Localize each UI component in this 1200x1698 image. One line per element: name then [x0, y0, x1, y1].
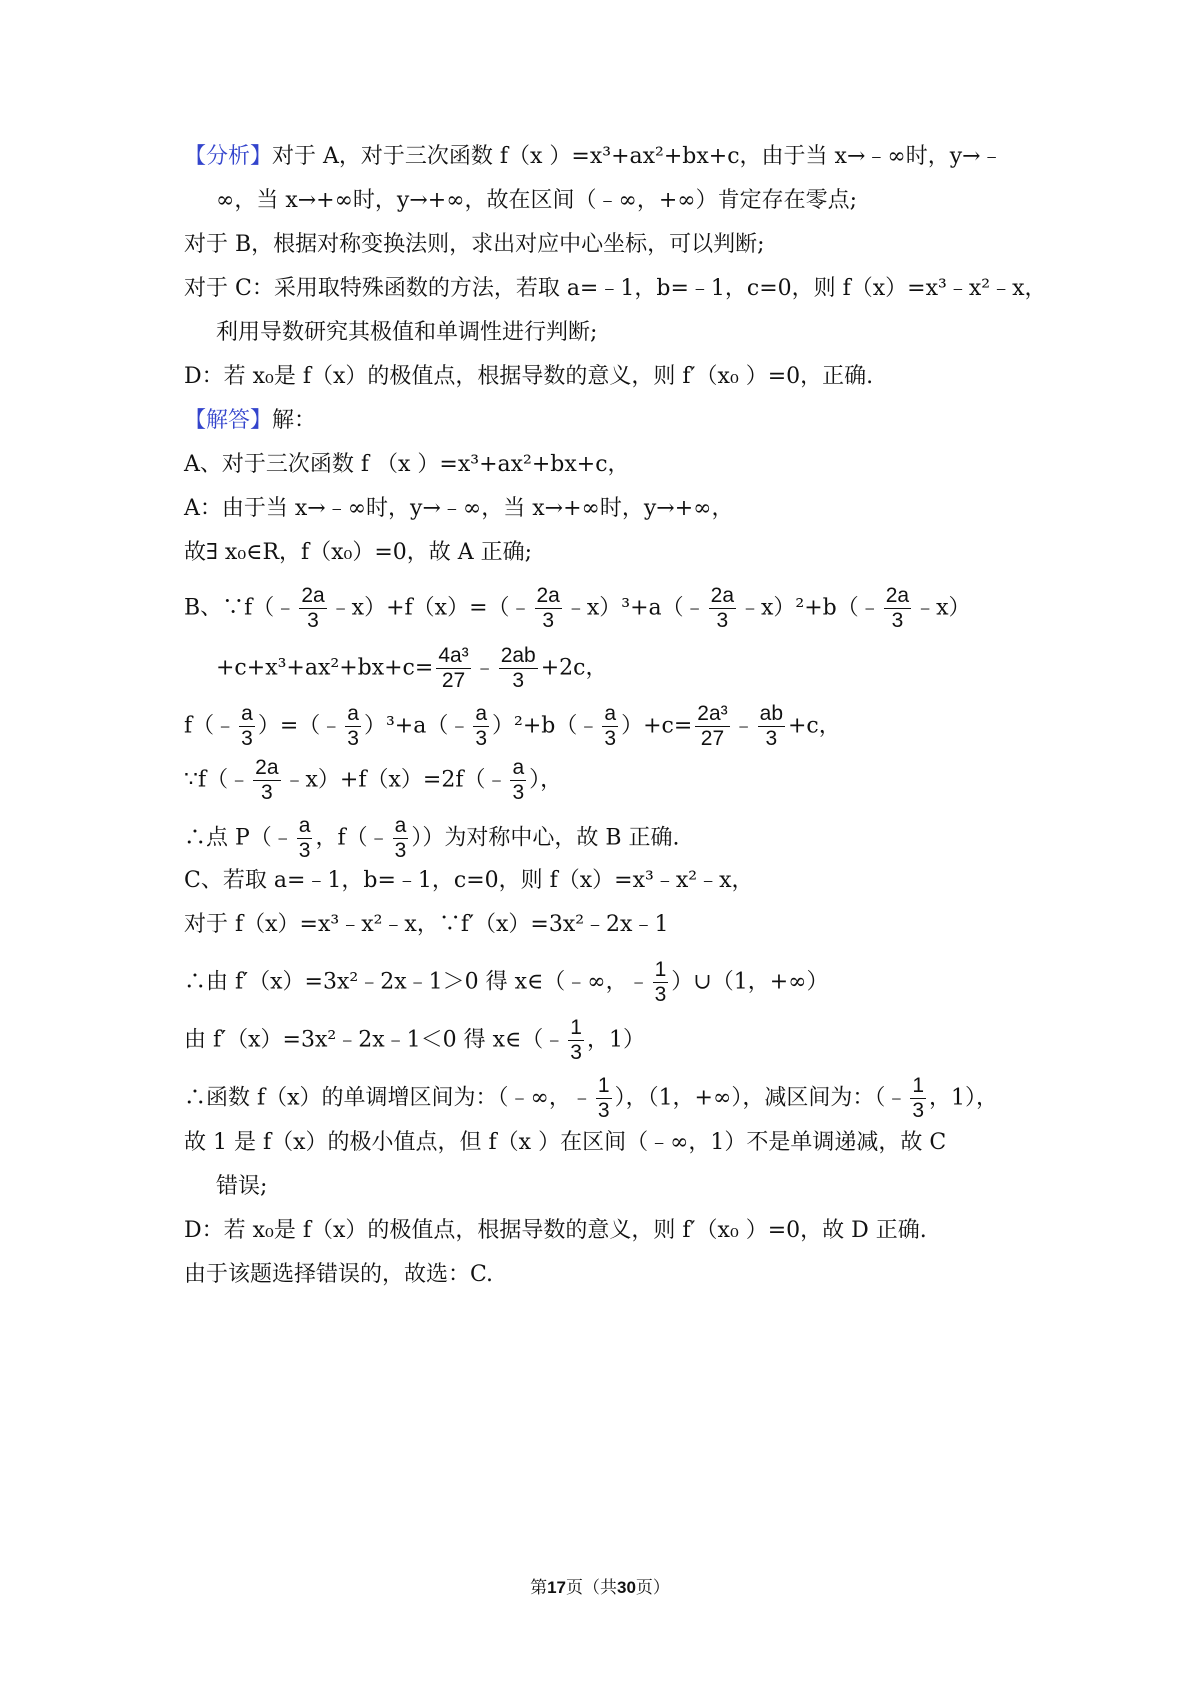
analysis-line-1: 【分析】对于 A，对于三次函数 f（x ）=x³+ax²+bx+c，由于当 x→﹣∞时，y→﹣ [184, 144, 1003, 169]
solution-line-10: C、若取 a=﹣1，b=﹣1，c=0，则 f（x）=x³﹣x²﹣x， [184, 868, 754, 893]
solution-line-18: 由于该题选择错误的，故选：C. [184, 1262, 494, 1287]
solution-tag: 【解答】 [184, 408, 273, 433]
fraction: $\frac{1}{3}$ [912, 1074, 925, 1122]
solution-line-4: 故∃ x₀∈R，f（x₀）=0，故 A 正确; [184, 540, 533, 565]
fraction: $\frac{2a}{3}$ [255, 756, 279, 804]
solution-line-1: 【解答】解： [184, 408, 317, 433]
fraction: $\frac{1}{3}$ [654, 958, 667, 1006]
analysis-line-4: 对于 C：采用取特殊函数的方法，若取 a=﹣1，b=﹣1，c=0，则 f（x）=x³﹣x²﹣x， [184, 276, 1047, 301]
fraction: $\frac{\text{2a³}}{27}$ [697, 702, 728, 750]
solution-line-6: +c+x³+ax²+bx+c= $\frac{\text{4a³}}{27}$ ﹣ $\frac{2ab}{3}$ +2c， [216, 644, 608, 692]
fraction: $\frac{a}{3}$ [604, 702, 617, 750]
analysis-line-2: ∞，当 x→+∞时，y→+∞，故在区间（﹣∞，+∞）肯定存在零点; [216, 188, 858, 213]
solution-line-17: D：若 x₀是 f（x）的极值点，根据导数的意义，则 f′（x₀ ）=0，故 D 正确. [184, 1218, 927, 1243]
solution-line-2: A、对于三次函数 f （x ）=x³+ax²+bx+c， [184, 452, 630, 477]
solution-line-11: 对于 f（x）=x³﹣x²﹣x，∵f′（x）=3x²﹣2x﹣1 [184, 912, 669, 937]
analysis-line-6: D：若 x₀是 f（x）的极值点，根据导数的意义，则 f′（x₀ ）=0，正确. [184, 364, 874, 389]
total-page-number: 30 [617, 1578, 636, 1597]
fraction: $\frac{\text{4a³}}{27}$ [438, 644, 469, 692]
fraction: $\frac{2ab}{3}$ [500, 644, 536, 692]
solution-line-16: 错误; [216, 1174, 268, 1199]
fraction: $\frac{a}{3}$ [512, 756, 525, 804]
solution-line-8: ∵f（﹣ $\frac{2a}{3}$ ﹣x）+f（x）=2f（﹣ $\frac{a}{3}$ ）， [184, 756, 563, 804]
solution-line-5: B、∵f（﹣ $\frac{2a}{3}$ ﹣x）+f（x）=（﹣ $\frac{2a}{3}$ ﹣x）³+a（﹣ $\frac{2a}{3}$ ﹣x）²+b（﹣ $\frac{2a}{3}$ ﹣x） [184, 584, 971, 632]
fraction: $\frac{1}{3}$ [570, 1016, 582, 1064]
fraction: $\frac{a}{3}$ [475, 702, 488, 750]
solution-line-13: 由 f′（x）=3x²﹣2x﹣1＜0 得 x∈（﹣ $\frac{1}{3}$ ，1） [184, 1016, 645, 1064]
solution-line-12: ∴由 f′（x）=3x²﹣2x﹣1＞0 得 x∈（﹣∞，﹣ $\frac{1}{3}$ ）∪（1，+∞） [184, 958, 829, 1006]
analysis-line-3: 对于 B，根据对称变换法则，求出对应中心坐标，可以判断; [184, 232, 765, 257]
current-page-number: 17 [547, 1578, 566, 1597]
page-footer: 第17页（共30页） [530, 1578, 670, 1598]
fraction: $\frac{1}{3}$ [597, 1074, 610, 1122]
analysis-line-5: 利用导数研究其极值和单调性进行判断; [216, 320, 598, 345]
fraction: $\frac{2a}{3}$ [710, 584, 734, 632]
fraction: $\frac{a}{3}$ [347, 702, 359, 750]
fraction: $\frac{a}{3}$ [298, 814, 311, 862]
analysis-tag: 【分析】 [184, 144, 273, 169]
fraction: $\frac{2a}{3}$ [536, 584, 560, 632]
fraction: $\frac{a}{3}$ [241, 702, 253, 750]
solution-line-3: A：由于当 x→﹣∞时，y→﹣∞，当 x→+∞时，y→+∞， [184, 496, 734, 521]
solution-line-7: f（﹣ $\frac{a}{3}$ ）=（﹣ $\frac{a}{3}$ ）³+a（﹣ $\frac{a}{3}$ ）²+b（﹣ $\frac{a}{3}$ ）+c= $\frac{\text{2a³}}{27}$ ﹣ $\frac{ab}{3}$ +c， [184, 702, 841, 750]
solution-line-15: 故 1 是 f（x）的极小值点，但 f（x ）在区间（﹣∞，1）不是单调递减，故 C [184, 1130, 947, 1155]
fraction: $\frac{a}{3}$ [394, 814, 407, 862]
fraction: $\frac{ab}{3}$ [759, 702, 783, 750]
solution-line-14: ∴函数 f（x）的单调增区间为：（﹣∞，﹣ $\frac{1}{3}$ ），（1，+∞），减区间为：（﹣ $\frac{1}{3}$ ，1）， [184, 1074, 999, 1122]
fraction: $\frac{2a}{3}$ [301, 584, 325, 632]
solution-line-9: ∴点 P（﹣ $\frac{a}{3}$ ，f（﹣ $\frac{a}{3}$ ））为对称中心，故 B 正确. [184, 814, 680, 862]
fraction: $\frac{2a}{3}$ [885, 584, 910, 632]
